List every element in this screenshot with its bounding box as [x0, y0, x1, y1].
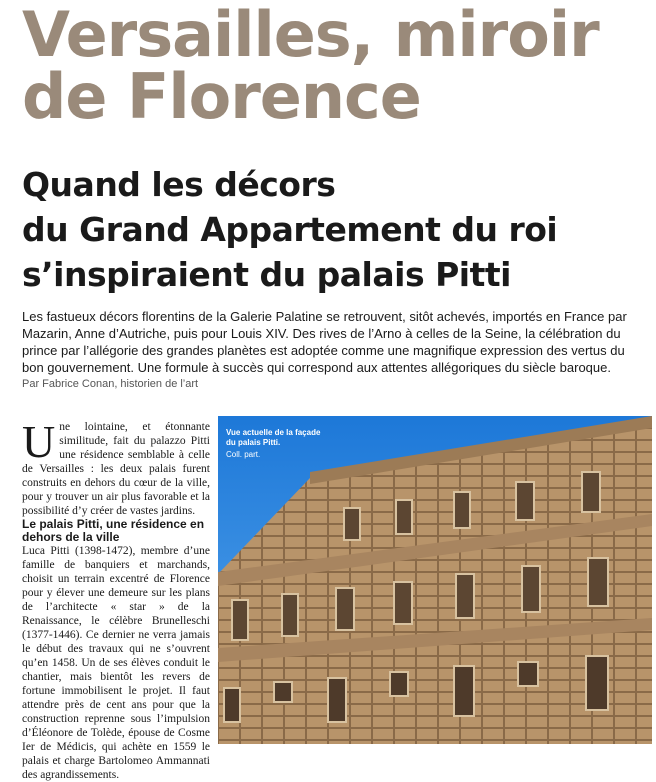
drop-cap: U [22, 416, 56, 467]
article-byline: Par Fabrice Conan, historien de l’art [22, 378, 199, 390]
palazzo-pitti-photo [218, 416, 652, 744]
photo-caption [226, 428, 336, 460]
title-line-2: de Florence [22, 60, 421, 133]
caption-line-2: du palais Pitti. [226, 438, 281, 447]
body-column [22, 416, 210, 782]
article-lede: Les fastueux décors florentins de la Galerie Palatine se retrouvent, sitôt achevés, importés en France par Mazarin, Anne d’Autriche, puis pour Louis XIV. Des rives de l’Arno à celles de la Seine, la célébration du prince par l’allégorie des grandes planètes est adoptée comme une magnifique expression des vertus du bon gouvernement. Une formule à succès qui correspond aux attentes allégoriques du siècle baroque. [22, 309, 627, 375]
intro-text: ne lointaine, et étonnante similitude, fait du palazzo Pitti une résidence semblable à celle de Versailles : les deux palais furent construits en dehors du cœur de la ville, pour y trouver un air plus favorable et la possibilité d’y créer de vastes jardins. [22, 421, 210, 517]
title-line-1: Versailles, miroir [22, 0, 599, 71]
article-title [22, 0, 652, 133]
section-heading: Le palais Pitti, une résidence en dehors de la ville [22, 517, 205, 544]
subtitle-line-3: s’inspiraient du palais Pitti [22, 255, 511, 294]
photo-credit: Coll. part. [226, 450, 261, 459]
palazzo-illustration [218, 416, 652, 744]
subtitle-line-1: Quand les décors [22, 165, 336, 204]
intro-paragraph [22, 416, 210, 518]
section-paragraph: Luca Pitti (1398-1472), membre d’une famille de banquiers et marchands, choisit un terrain excentré de Florence pour y élever une demeure sur les plans de l’architecte « star » de la Renaissance, le célèbre Brunelleschi (1377-1446). Ce dernier ne verra jamais le début des travaux qui ne s’ouvrent qu’en 1458. Un de ses élèves conduit le chantier, mais bientôt les revers de fortune immobilisent le projet. Il faut attendre près de cent ans pour que la construction reprenne sous l’impulsion d’Éléonore de Tolède, épouse de Cosme Ier de Médicis, qui achète en 1559 le palais et charge Bartolomeo Ammannati des agrandissements. [22, 545, 210, 781]
article-subtitle [22, 162, 652, 297]
subtitle-line-2: du Grand Appartement du roi [22, 210, 558, 249]
caption-line-1: Vue actuelle de la façade [226, 428, 321, 437]
